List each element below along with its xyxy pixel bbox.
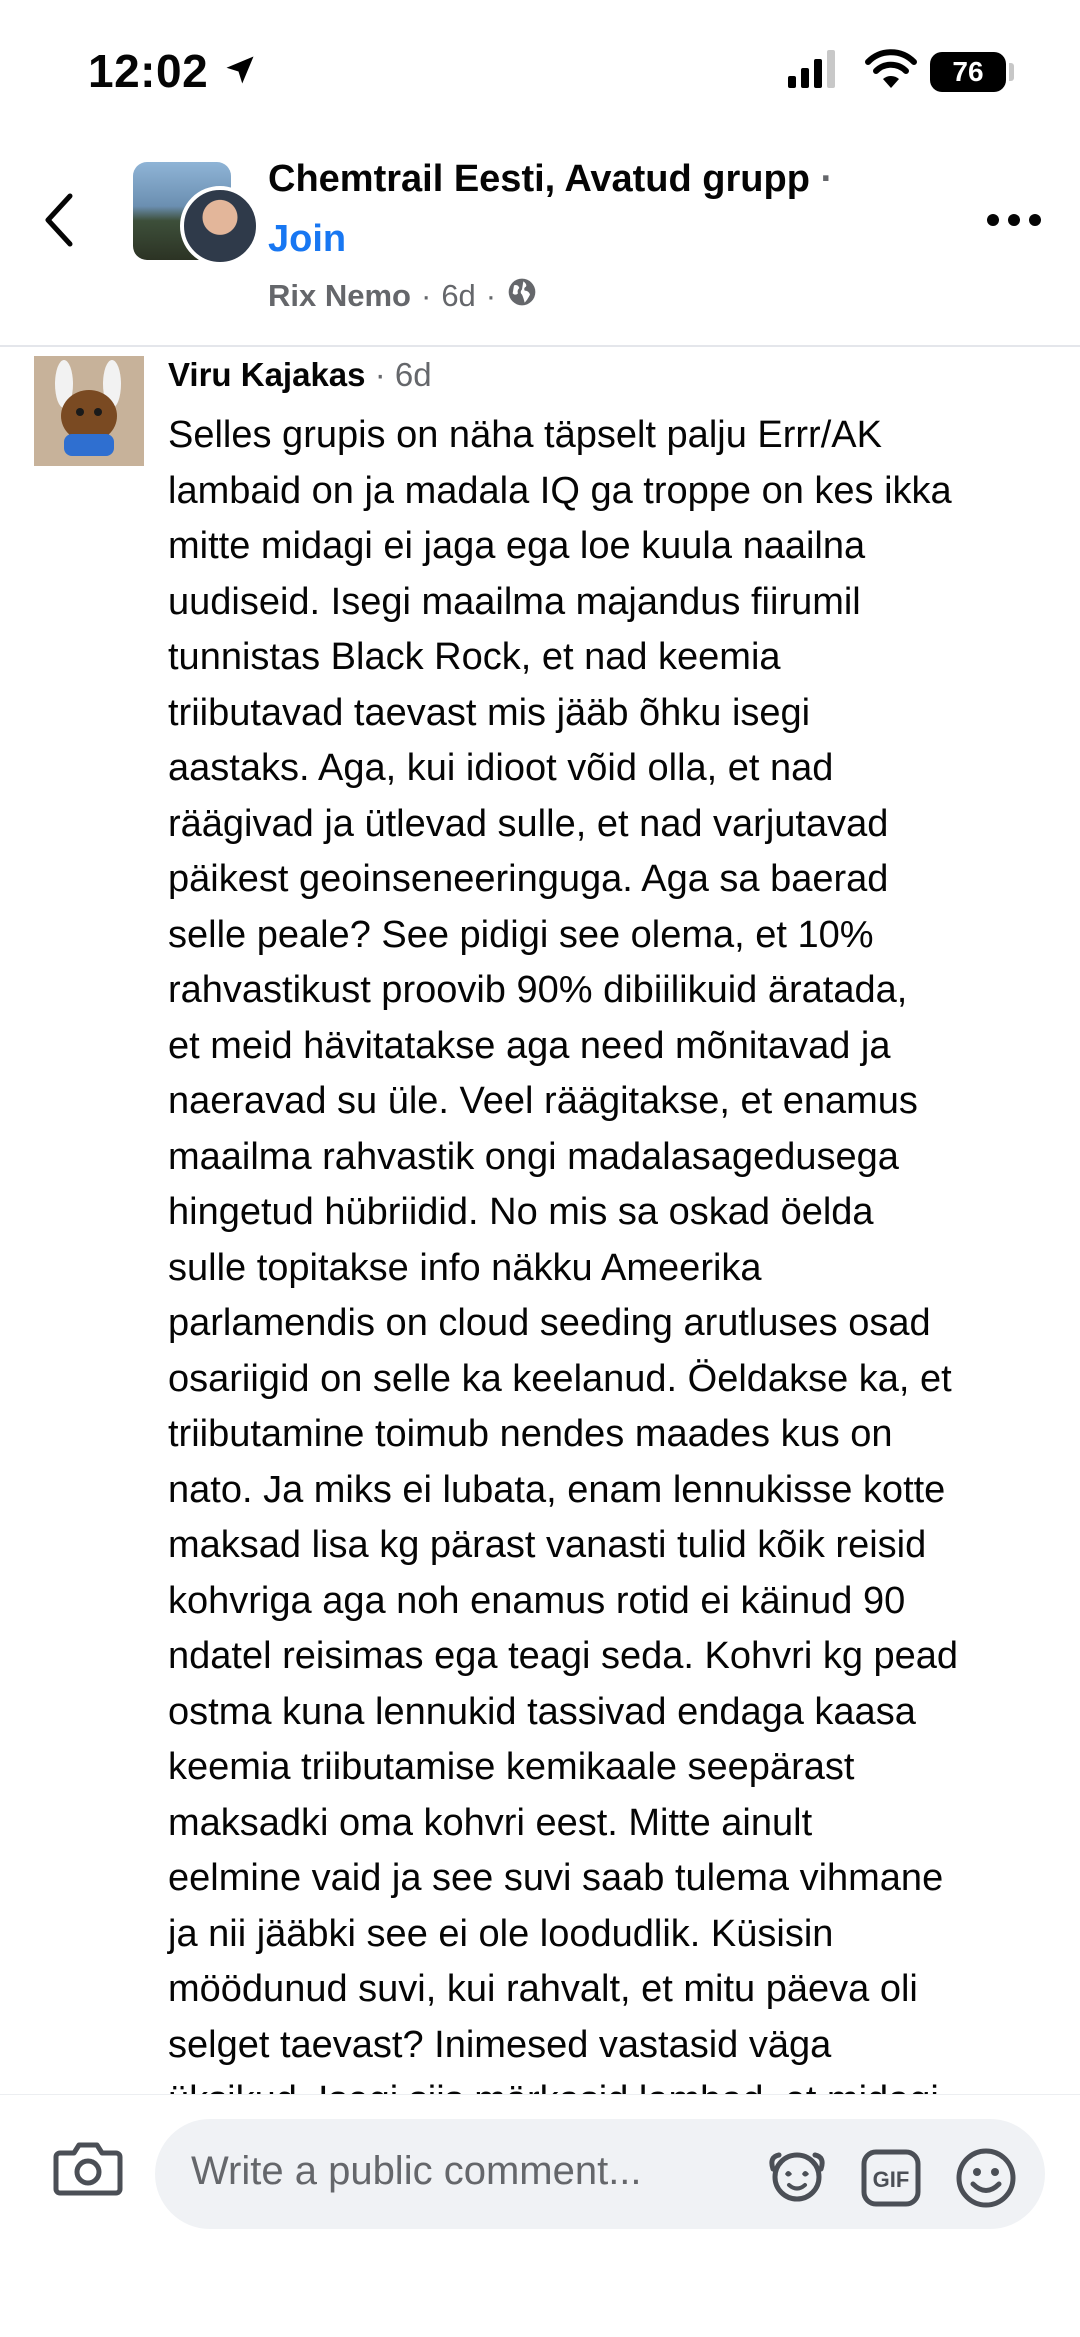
globe-icon [506,276,538,316]
commenter-name[interactable]: Viru Kajakas [168,356,366,393]
post-header [0,140,1080,347]
comment-line: keemia triibutamise kemikaale seepärast [168,1746,855,1788]
comment-line: räägivad ja ütlevad sulle, et nad varjutavad [168,802,889,845]
comment-text [168,408,1048,2098]
wifi-icon [864,48,918,95]
commenter-avatar[interactable] [34,356,144,466]
comment-line: parlamendis on cloud seeding arutluses osad [168,1302,931,1344]
author-avatar[interactable] [180,186,260,266]
battery-indicator: 76 [930,52,1006,92]
comment-line: triibutamine toimub nendes maades kus on [168,1413,893,1455]
meta-separator: · [420,278,432,313]
meta-separator: · [485,278,497,313]
comment-line: kohvriga aga noh enamus rotid ei käinud 90 [168,1579,906,1622]
emoji-icon[interactable] [955,2147,1017,2214]
comment-line: möödunud suvi, kui rahvalt, et mitu päeva oli [168,1968,918,2010]
comment-composer [0,2095,1080,2337]
comment-time[interactable]: 6d [394,356,432,393]
comment-line: aastaks. Aga, kui idioot võid olla, et nad [168,747,834,789]
comment-input[interactable] [155,2119,1045,2229]
comment-line: hingetud hübriidid. No mis sa oskad öelda [168,1191,874,1233]
status-time: 12:02 [88,45,209,97]
comment-line: osariigid on selle ka keelanud. Öeldakse ka, et [168,1357,952,1400]
comment-header [168,356,432,394]
comment-line: eelmine vaid ja see suvi saab tulema vihmane [168,1857,944,1899]
comment-line: ostma kuna lennukid tassivad endaga kaasa [168,1690,916,1733]
battery-tip [1009,63,1014,81]
comment-line: maailma rahvastik ongi madalasagedusega [168,1135,899,1178]
comment-line: ja nii jääbki see ei ole loodudlik. Küsisin [168,1912,834,1955]
status-bar [0,0,1080,140]
comment-line: nato. Ja miks ei lubata, enam lennukisse kotte [168,1468,946,1511]
join-button[interactable]: Join [268,218,347,260]
comment-line: uudiseid. Isegi maailma majandus fiirumil [168,580,861,623]
camera-icon[interactable] [54,2139,122,2202]
back-chevron-icon[interactable] [40,190,80,255]
group-title-text[interactable]: Chemtrail Eesti, Avatud grupp [268,158,810,200]
location-arrow-icon [222,52,258,93]
comment-line: Selles grupis on näha täpselt palju Errr/AK [168,414,882,456]
comment-line: maksadki oma kohvri eest. Mitte ainult [168,1801,813,1844]
gif-label: GIF [872,2167,910,2192]
comment-line: triibutavad taevast mis jääb õhku isegi [168,691,811,734]
comment-line: päikest geoinseneeringuga. Aga sa baerad [168,858,889,900]
comment-line: selget taevast? Inimesed vastasid väga [168,2023,832,2066]
comment-separator: · [374,356,386,393]
post-age[interactable]: 6d [441,278,476,313]
avatar-sticker-icon[interactable] [765,2147,829,2212]
comment-line: lambaid on ja madala IQ ga troppe on kes ikka [168,469,952,512]
title-separator: · [820,158,834,200]
post-author[interactable]: Rix Nemo [268,278,411,313]
group-title[interactable] [268,158,833,201]
comment-line: sulle topitakse info näkku Ameerika [168,1246,762,1289]
comment-line: mitte midagi ei jaga ega loe kuula naailna [168,525,866,567]
comment-placeholder[interactable]: Write a public comment... [191,2149,642,2193]
comment-line: ndatel reisimas ega teagi seda. Kohvri kg pead [168,1635,959,1677]
comment-line: tunnistas Black Rock, et nad keemia [168,636,781,678]
cellular-signal-icon [788,50,840,93]
post-meta [268,276,538,316]
comment-line: maksad lisa kg pärast vanasti tulid kõik reisid [168,1524,927,1566]
comment-line: rahvastikust proovib 90% dibiilikuid äratada, [168,969,908,1011]
more-options-icon[interactable] [985,210,1043,235]
comment-line: selle peale? See pidigi see olema, et 10% [168,913,874,956]
comment-line: et meid hävitatakse aga need mõnitavad ja [168,1024,891,1067]
gif-icon[interactable] [861,2149,921,2212]
comment-line: naeravad su üle. Veel räägitakse, et enamus [168,1080,918,1122]
